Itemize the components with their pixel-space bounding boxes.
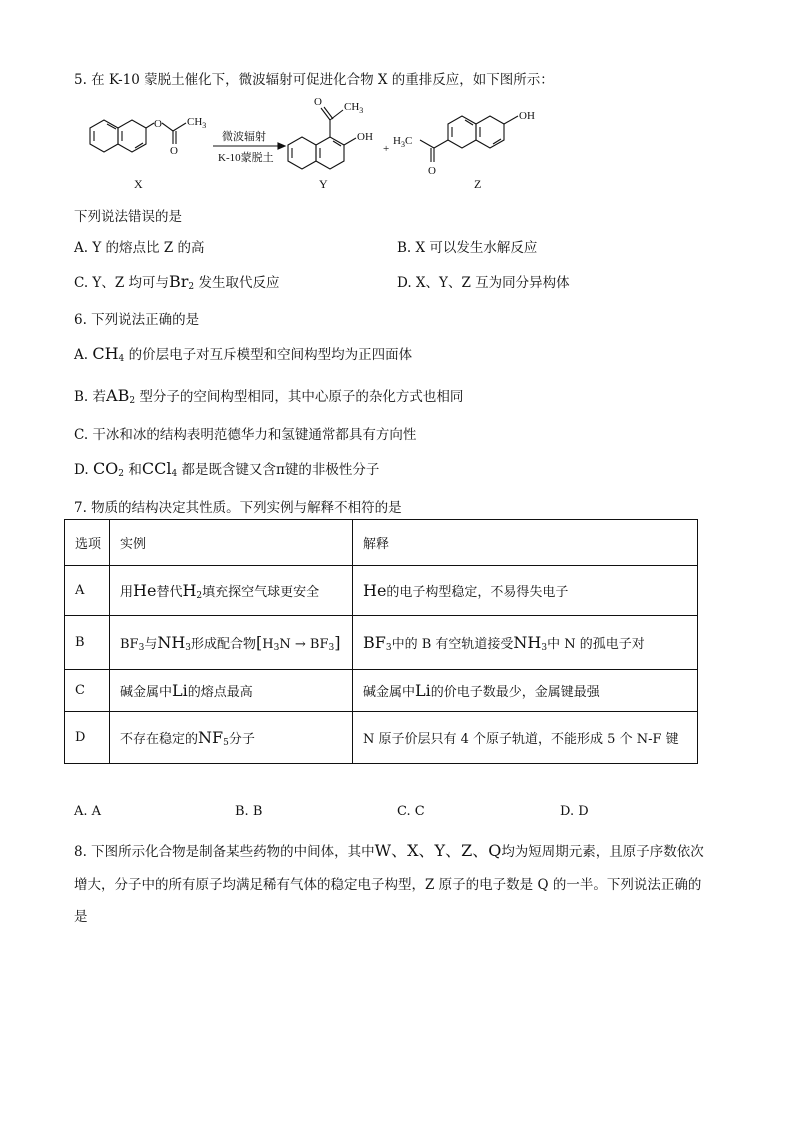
z-carbonyl-o-label: O <box>428 165 436 177</box>
q8-line-1: 8. 下图所示化合物是制备某些药物的中间体，其中W、X、Y、Z、Q均为短周期元素，且原子序数依次 <box>74 841 704 860</box>
table-row <box>65 566 698 616</box>
table-row <box>65 616 698 670</box>
q7-table <box>64 519 698 764</box>
z-h3c-label: $H_3C$ <box>393 135 413 149</box>
y-ch3-label: $CH_3$ <box>344 101 364 115</box>
q7-answer-c: C. C <box>397 804 425 819</box>
y-oh-label: OH <box>357 131 373 143</box>
q8-line-3: 是 <box>74 909 88 925</box>
row-b-explanation: $BF_3$中的 B 有空轨道接受$NH_3$中 N 的孤电子对 <box>353 616 698 670</box>
q6-stem: 6. 下列说法正确的是 <box>74 312 200 328</box>
q8-line-2: 增大，分子中的所有原子均满足稀有气体的稳定电子构型，Z 原子的电子数是 Q 的一半。下列说法正确的 <box>74 877 702 893</box>
plus-sign: + <box>383 143 390 155</box>
row-d-option: D <box>65 712 110 764</box>
q5-option-a: A. Y 的熔点比 Z 的高 <box>74 240 205 256</box>
label-z: Z <box>474 177 482 191</box>
q7-answer-a: A. A <box>74 804 102 819</box>
y-carbonyl-o-label: O <box>314 96 322 108</box>
q5-option-b: B. X 可以发生水解反应 <box>397 240 538 256</box>
q5-option-c: C. Y、Z 均可与$Br_2$ 发生取代反应 <box>74 272 280 292</box>
x-carbonyl-o-label: O <box>170 145 178 157</box>
reaction-scheme <box>0 92 794 212</box>
x-oxygen-label: O <box>154 118 162 130</box>
row-c-option: C <box>65 670 110 712</box>
q5-prompt: 下列说法错误的是 <box>74 209 182 225</box>
q6-option-a: A. $CH_4$ 的价层电子对互斥模型和空间构型均为正四面体 <box>74 344 413 364</box>
row-d-explanation: N 原子价层只有 4 个原子轨道，不能形成 5 个 N-F 键 <box>353 712 698 764</box>
header-explanation: 解释 <box>353 520 698 566</box>
q6-option-c: C. 干冰和冰的结构表明范德华力和氢键通常都具有方向性 <box>74 427 417 443</box>
row-a-explanation: He的电子构型稳定，不易得失电子 <box>353 566 698 616</box>
arrow-top-label: 微波辐射 <box>222 131 266 143</box>
z-oh-label: OH <box>519 110 535 122</box>
row-c-example: 碱金属中Li的熔点最高 <box>110 670 353 712</box>
table-row <box>65 670 698 712</box>
table-row <box>65 712 698 764</box>
row-c-explanation: 碱金属中Li的价电子数最少，金属键最强 <box>353 670 698 712</box>
q5-stem: 5. 在 K-10 蒙脱土催化下，微波辐射可促进化合物 X 的重排反应，如下图所示： <box>74 72 554 88</box>
q5-option-d: D. X、Y、Z 互为同分异构体 <box>397 275 570 291</box>
header-option: 选项 <box>65 520 110 566</box>
row-d-example: 不存在稳定的$NF_5$分子 <box>110 712 353 764</box>
row-b-option: B <box>65 616 110 670</box>
q7-stem: 7. 物质的结构决定其性质。下列实例与解释不相符的是 <box>74 500 402 516</box>
q6-option-d: D. $CO_2$ 和CCl$_4$ 都是既含键又含π键的非极性分子 <box>74 459 380 479</box>
header-example: 实例 <box>110 520 353 566</box>
row-a-option: A <box>65 566 110 616</box>
q7-answer-b: B. B <box>235 804 263 819</box>
row-b-example: $BF_3$与$NH_3$形成配合物$[H_3N \to BF_3]$ <box>110 616 353 670</box>
label-x: X <box>134 177 143 191</box>
q6-option-b: B. 若$AB_2$ 型分子的空间构型相同，其中心原子的杂化方式也相同 <box>74 386 464 406</box>
x-ch3-label: $CH_3$ <box>187 116 207 130</box>
arrow-bottom-label: K-10蒙脱土 <box>218 152 274 164</box>
table-header-row <box>65 520 698 566</box>
q7-answer-d: D. D <box>560 804 589 819</box>
label-y: Y <box>319 177 328 191</box>
row-a-example: 用He替代$H_2$填充探空气球更安全 <box>110 566 353 616</box>
